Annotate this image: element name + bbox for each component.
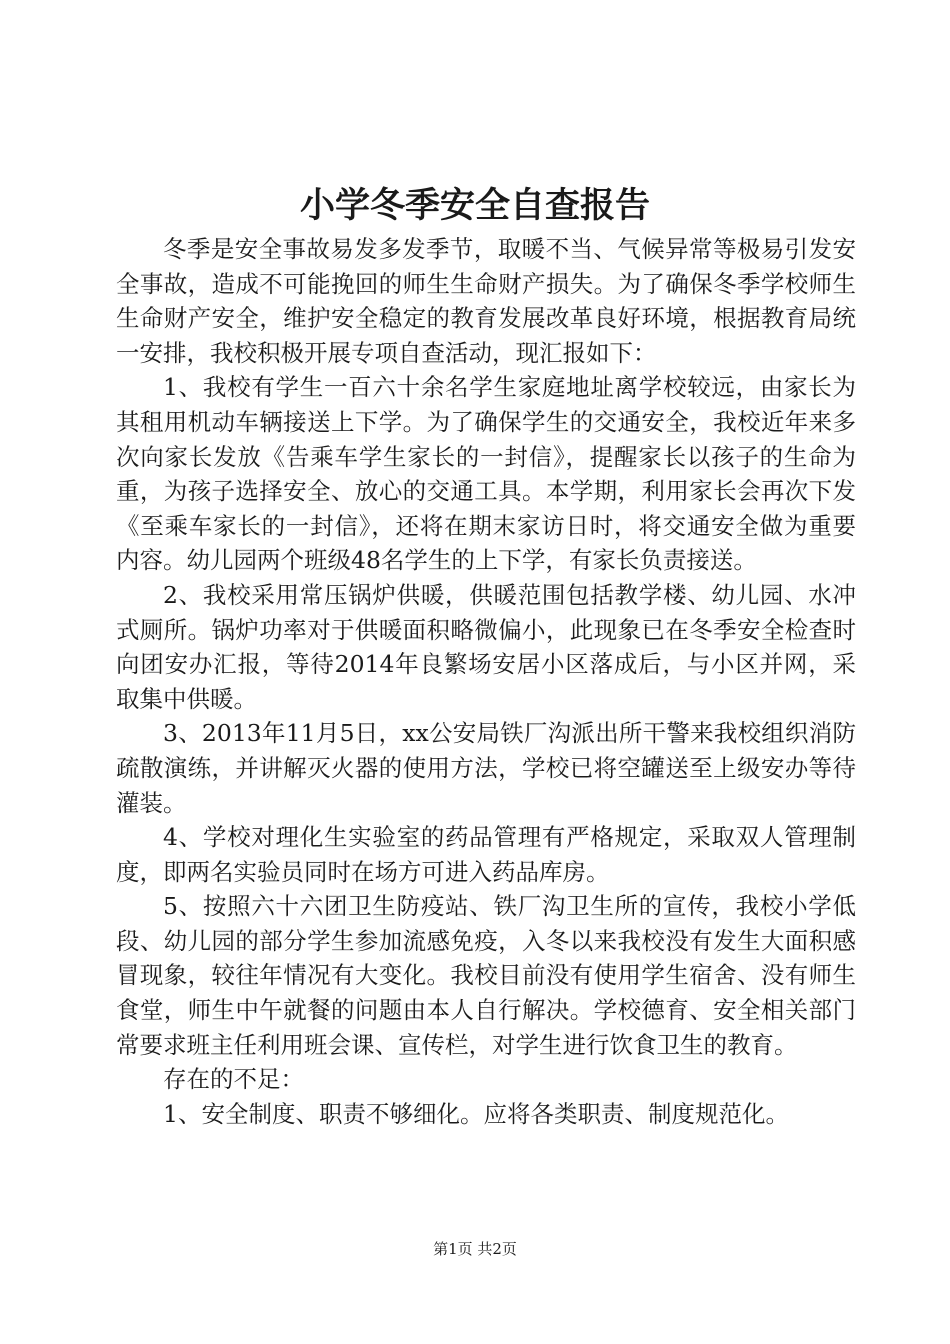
page-footer: 第1页 共2页 bbox=[433, 1240, 517, 1258]
document-title: 小学冬季安全自查报告 bbox=[299, 185, 650, 226]
paragraph-item-2: 2、我校采用常压锅炉供暖，供暖范围包括教学楼、幼儿园、水冲式厕所。锅炉功率对于供暖面积略微偏小，此现象已在冬季安全检查时向团安办汇报，等待2014年良繁场安居小区落成后，与小区并网，采取集中供暖。 bbox=[116, 580, 856, 713]
paragraph-item-3: 3、2013年11月5日，xx公安局铁厂沟派出所干警来我校组织消防疏散演练，并讲解灭火器的使用方法，学校已将空罐送至上级安办等待灌装。 bbox=[116, 719, 856, 817]
paragraph-item-1: 1、我校有学生一百六十余名学生家庭地址离学校较远，由家长为其租用机动车辆接送上下学。为了确保学生的交通安全，我校近年来多次向家长发放《告乘车学生家长的一封信》，提醒家长以孩子的生命为重，为孩子选择安全、放心的交通工具。本学期，利用家长会再次下发《至乘车家长的一封信》，还将在期末家访日时，将交通安全做为重要内容。幼儿园两个班级48名学生的上下学，有家长负责接送。 bbox=[116, 373, 856, 575]
document-body bbox=[116, 232, 856, 1131]
paragraph-item-5: 5、按照六十六团卫生防疫站、铁厂沟卫生所的宣传，我校小学低段、幼儿园的部分学生参加流感免疫，入冬以来我校没有发生大面积感冒现象，较往年情况有大变化。我校目前没有使用学生宿舍、没有师生食堂，师生中午就餐的问题由本人自行解决。学校德育、安全相关部门常要求班主任利用班会课、宣传栏，对学生进行饮食卫生的教育。 bbox=[116, 892, 856, 1059]
paragraph-shortcoming-1: 1、安全制度、职责不够细化。应将各类职责、制度规范化。 bbox=[163, 1099, 789, 1128]
paragraph-intro: 冬季是安全事故易发多发季节，取暖不当、气候异常等极易引发安全事故，造成不可能挽回的师生生命财产损失。为了确保冬季学校师生生命财产安全，维护安全稳定的教育发展改革良好环境，根据教育局统一安排，我校积极开展专项自查活动，现汇报如下： bbox=[116, 235, 856, 367]
paragraph-shortcomings-heading: 存在的不足： bbox=[163, 1065, 304, 1094]
paragraph-item-4: 4、学校对理化生实验室的药品管理有严格规定，采取双人管理制度，即两名实验员同时在场方可进入药品库房。 bbox=[116, 823, 856, 886]
